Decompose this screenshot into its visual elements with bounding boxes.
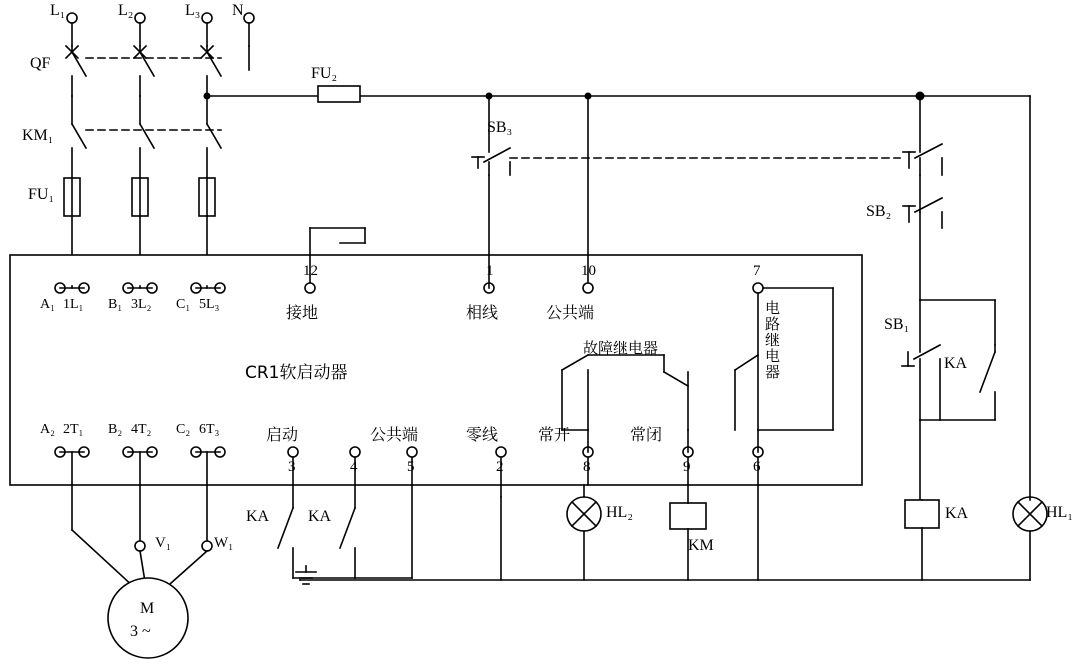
pin-3-label: 启动 <box>266 425 299 444</box>
label-sb1: SB₁ <box>884 316 910 333</box>
terminal-6t3: 6T₃ <box>199 422 220 437</box>
terminal-5l3: 5L₃ <box>199 297 220 312</box>
label-fu2: FU₂ <box>311 65 338 82</box>
pin-5-label: 零线 <box>466 425 499 444</box>
label-fu1: FU₁ <box>28 186 55 203</box>
pin-8-number: 8 <box>583 459 591 475</box>
terminal-1l1: 1L₁ <box>63 297 84 312</box>
terminal-c2: C₂ <box>176 422 191 437</box>
terminal-a2: A₂ <box>40 422 55 437</box>
label-ka-right-contact: KA <box>944 355 968 372</box>
softstarter-title: CR1软启动器 <box>245 363 348 383</box>
pin-10-label: 公共端 <box>546 303 595 322</box>
label-ka-contact-1: KA <box>246 508 270 525</box>
label-sb2: SB₂ <box>866 203 892 220</box>
label-ka-coil: KA <box>945 505 969 522</box>
label-km1: KM₁ <box>22 127 54 144</box>
label-n: N <box>232 2 244 19</box>
pin-3-number: 3 <box>288 459 296 475</box>
terminal-4t2: 4T₂ <box>131 422 152 437</box>
motor-symbol-m: M <box>140 600 155 617</box>
pin-1-number: 1 <box>486 263 494 279</box>
pin-10-number: 10 <box>581 263 596 279</box>
motor-terminal-v1: V₁ <box>155 535 172 551</box>
terminal-c1: C₁ <box>176 297 191 312</box>
terminal-a1: A₁ <box>40 297 55 312</box>
label-hl1: HL₁ <box>1046 504 1073 521</box>
pin-4-label: 公共端 <box>370 425 419 444</box>
pin-4-number: 4 <box>350 459 358 475</box>
pin-5-number: 5 <box>407 459 415 475</box>
motor-symbol-phase: 3 ~ <box>130 623 151 640</box>
pin-1-label: 相线 <box>466 303 499 322</box>
label-l1: L₁ <box>50 2 66 19</box>
label-l3: L₃ <box>185 2 201 19</box>
terminal-3l2: 3L₂ <box>131 297 152 312</box>
terminal-2t1: 2T₁ <box>63 422 84 437</box>
pin-9-label: 常闭 <box>630 425 663 444</box>
pin-12-label: 接地 <box>286 303 319 322</box>
label-l2: L₂ <box>118 2 134 19</box>
terminal-b1: B₁ <box>108 297 123 312</box>
label-km-coil: KM <box>688 537 714 554</box>
pin-6-number: 6 <box>753 459 761 475</box>
pin-7-number: 7 <box>753 263 761 279</box>
label-qf: QF <box>30 55 51 72</box>
motor-terminal-w1: W₁ <box>214 535 234 551</box>
pin-2-number: 2 <box>496 459 504 475</box>
label-hl2: HL₂ <box>606 504 633 521</box>
pin-8-label: 常开 <box>538 425 571 444</box>
terminal-b2: B₂ <box>108 422 123 437</box>
circuit-relay-label: 电路继电器 <box>763 300 781 380</box>
fault-relay-label: 故障继电器 <box>583 339 659 357</box>
label-ka-contact-2: KA <box>308 508 332 525</box>
label-sb3: SB₃ <box>487 119 513 136</box>
pin-9-number: 9 <box>683 459 691 475</box>
pin-12-number: 12 <box>303 263 318 279</box>
